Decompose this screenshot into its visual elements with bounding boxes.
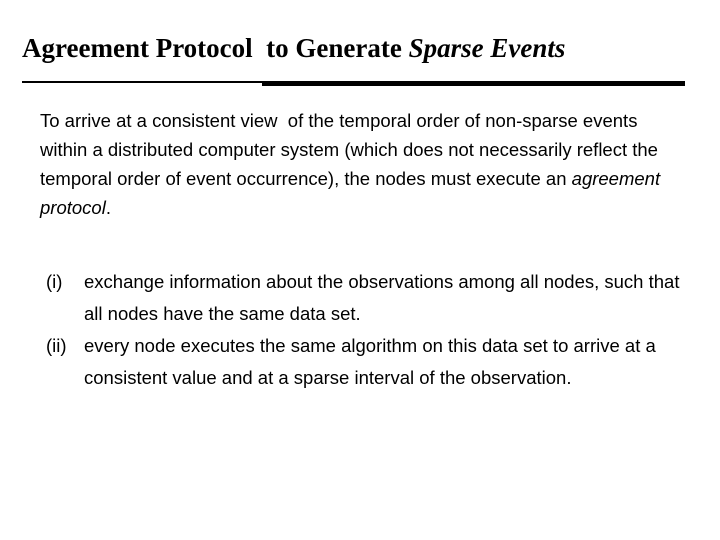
slide-title-emphasis: Sparse Events [408,33,566,63]
intro-text-end: . [105,197,111,218]
step-text: every node executes the same algorithm on this data set to arrive at a consistent value and at a sparse interval of the observation. [84,335,656,388]
intro-emphasis: agreement protocol [40,168,661,218]
protocol-step [46,266,686,330]
slide-title-prefix: Agreement Protocol to Generate [22,33,409,63]
protocol-step [46,330,686,394]
step-text: exchange information about the observations among all nodes, such that all nodes have the same data set. [84,271,680,324]
title-underline-thin [22,81,262,83]
step-marker: (i) [46,271,63,292]
intro-text: To arrive at a consistent view of the temporal order of non-sparse events within a distributed computer system (which does not necessarily reflect the temporal order of event occurrence), the nodes must execute an [40,110,664,189]
protocol-steps [46,266,686,394]
title-underline [22,81,685,86]
intro-paragraph [40,106,690,222]
title-underline-thick [262,81,685,86]
slide-title [22,30,565,66]
step-marker: (ii) [46,335,67,356]
